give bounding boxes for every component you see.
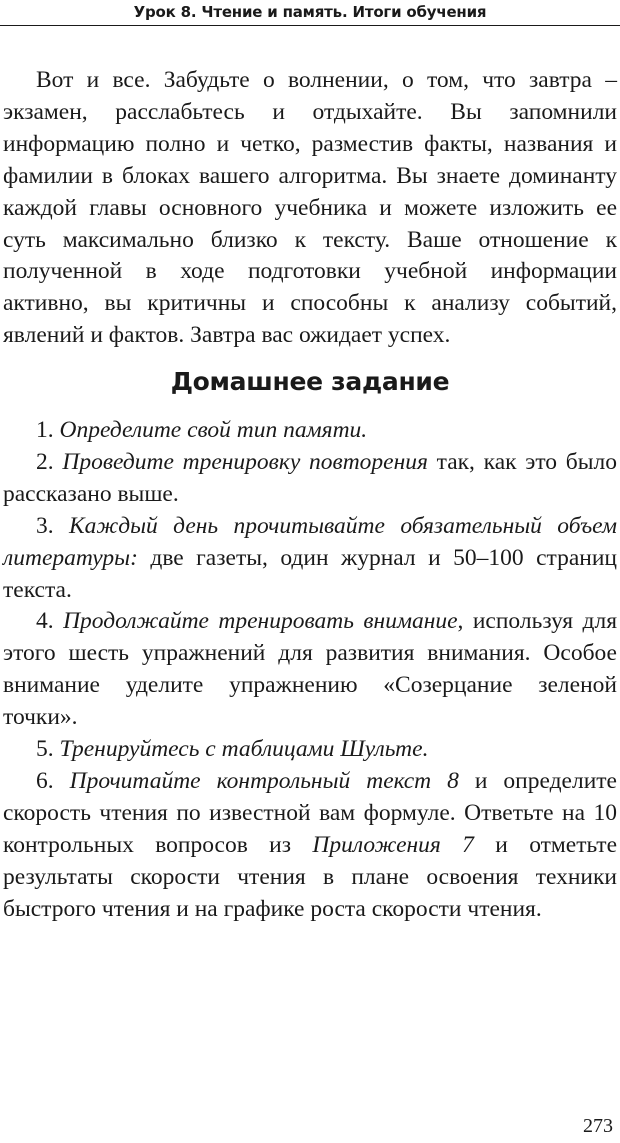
task-number: 4. — [36, 608, 54, 635]
task-number: 1. — [36, 417, 54, 443]
task-instruction: Проведите тренировку повторения — [62, 448, 428, 475]
task-text: и определите скорость чтения по известной вам формуле. Ответьте на 10 контрольных вопросов из — [3, 767, 617, 858]
running-header: Урок 8. Чтение и память. Итоги обучения — [133, 3, 487, 21]
task-item-6 — [3, 766, 617, 926]
task-text: , используя для этого шесть упражнений для развития внимания. Особое внимание уделите упражнению «Созерцание зеленой точки». — [3, 608, 618, 731]
task-item-3 — [3, 511, 617, 607]
task-item-4 — [3, 606, 617, 734]
section-heading: Домашнее задание — [170, 367, 450, 396]
task-number: 3. — [36, 512, 54, 539]
task-instruction: Прочитайте контрольный текст 8 — [69, 767, 459, 794]
header-rule — [0, 25, 620, 26]
task-number: 5. — [36, 736, 54, 763]
task-text: две газеты, один журнал и 50–100 страниц текста. — [3, 544, 617, 603]
task-item-5 — [3, 734, 617, 766]
intro-paragraph: Вот и все. Забудьте о волнении, о том, что завтра – экзамен, расслабьтесь и отдыхайте. Вы запомнили информацию полно и четко, разместив факты, названия и фамилии в блоках вашего алгоритма. Вы знаете доминанту каждой главы основного учебника и можете изложить ее суть максимально близко к тексту. Ваше отношение к полученной в ходе подготовки учебной информации активно, вы критичны и способны к анализу событий, явлений и фактов. Завтра вас ожидает успех. — [3, 67, 617, 349]
task-instruction: Определите свой тип памяти. — [59, 417, 368, 443]
appendix-reference: Приложения 7 — [312, 831, 474, 858]
task-list — [3, 415, 617, 926]
page-number: 273 — [583, 1115, 613, 1137]
task-text-continued: и отметьте результаты скорости чтения в плане освоения техники быстрого чтения и на графике роста скорости чтения. — [3, 831, 617, 922]
task-instruction: Тренируйтесь с таблицами Шульте. — [59, 736, 429, 763]
intro-block — [3, 65, 617, 352]
task-item-2 — [3, 447, 617, 511]
task-item-1 — [3, 415, 617, 447]
task-text: так, как это было рассказано выше. — [3, 448, 617, 507]
task-instruction: Каждый день прочитывайте обязательный объем литературы: — [3, 512, 618, 571]
task-instruction: Продолжайте тренировать внимание — [63, 608, 458, 635]
task-number: 6. — [36, 767, 54, 794]
task-number: 2. — [36, 448, 54, 475]
